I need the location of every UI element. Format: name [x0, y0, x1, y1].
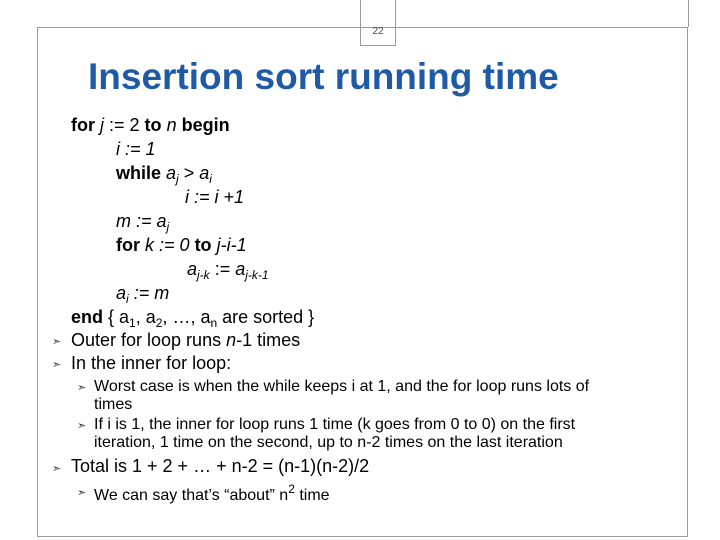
arrow-bullet-icon: ➣: [77, 382, 87, 394]
sub-bullet-worst-case: Worst case is when the while keeps i at 1, and the for loop runs lots of times: [94, 378, 590, 413]
code-line-ai-assign: $a_i$ := m: [116, 283, 170, 306]
frame-line: [688, 0, 689, 27]
code-line-for-k: for k := 0 to j-i-1: [116, 235, 247, 255]
sub-bullet-i-is-one: If i is 1, the inner for loop runs 1 time (k goes from 0 to 0) on the first iteration, 1 time on the second, up to n-2 times on the last iteration: [94, 416, 576, 451]
arrow-bullet-icon: ➣: [52, 463, 62, 475]
arrow-bullet-icon: ➣: [52, 359, 62, 371]
arrow-bullet-icon: ➣: [52, 336, 62, 348]
slide-number: 22: [372, 26, 384, 37]
code-line-m-assign: m := $a_j$: [116, 211, 170, 234]
code-line-i-inc: i := i +1: [185, 187, 245, 207]
code-line-for: for j := 2 to n begin: [71, 115, 230, 135]
arrow-bullet-icon: ➣: [77, 420, 87, 432]
sub-bullet-about-n2: We can say that’s “about” $n^2$ time: [94, 482, 330, 504]
code-line-i-init: i := 1: [116, 139, 156, 159]
code-line-end: end { $a_1$, $a_2$, …, $a_n$ are sorted }: [71, 307, 315, 330]
bullet-outer-loop: Outer for loop runs n-1 times: [71, 330, 301, 350]
slide-number-box: [360, 0, 396, 46]
arrow-bullet-icon: ➣: [77, 487, 87, 499]
bullet-total: Total is 1 + 2 + … + n-2 = (n-1)(n-2)/2: [71, 456, 370, 476]
code-line-shift: $a_{j-k}$ := $a_{j-k-1}$: [187, 259, 269, 282]
bullet-inner-loop: In the inner for loop:: [71, 353, 232, 373]
code-line-while: while $a_j > a_i$: [116, 163, 212, 186]
slide-title: Insertion sort running time: [88, 56, 559, 97]
